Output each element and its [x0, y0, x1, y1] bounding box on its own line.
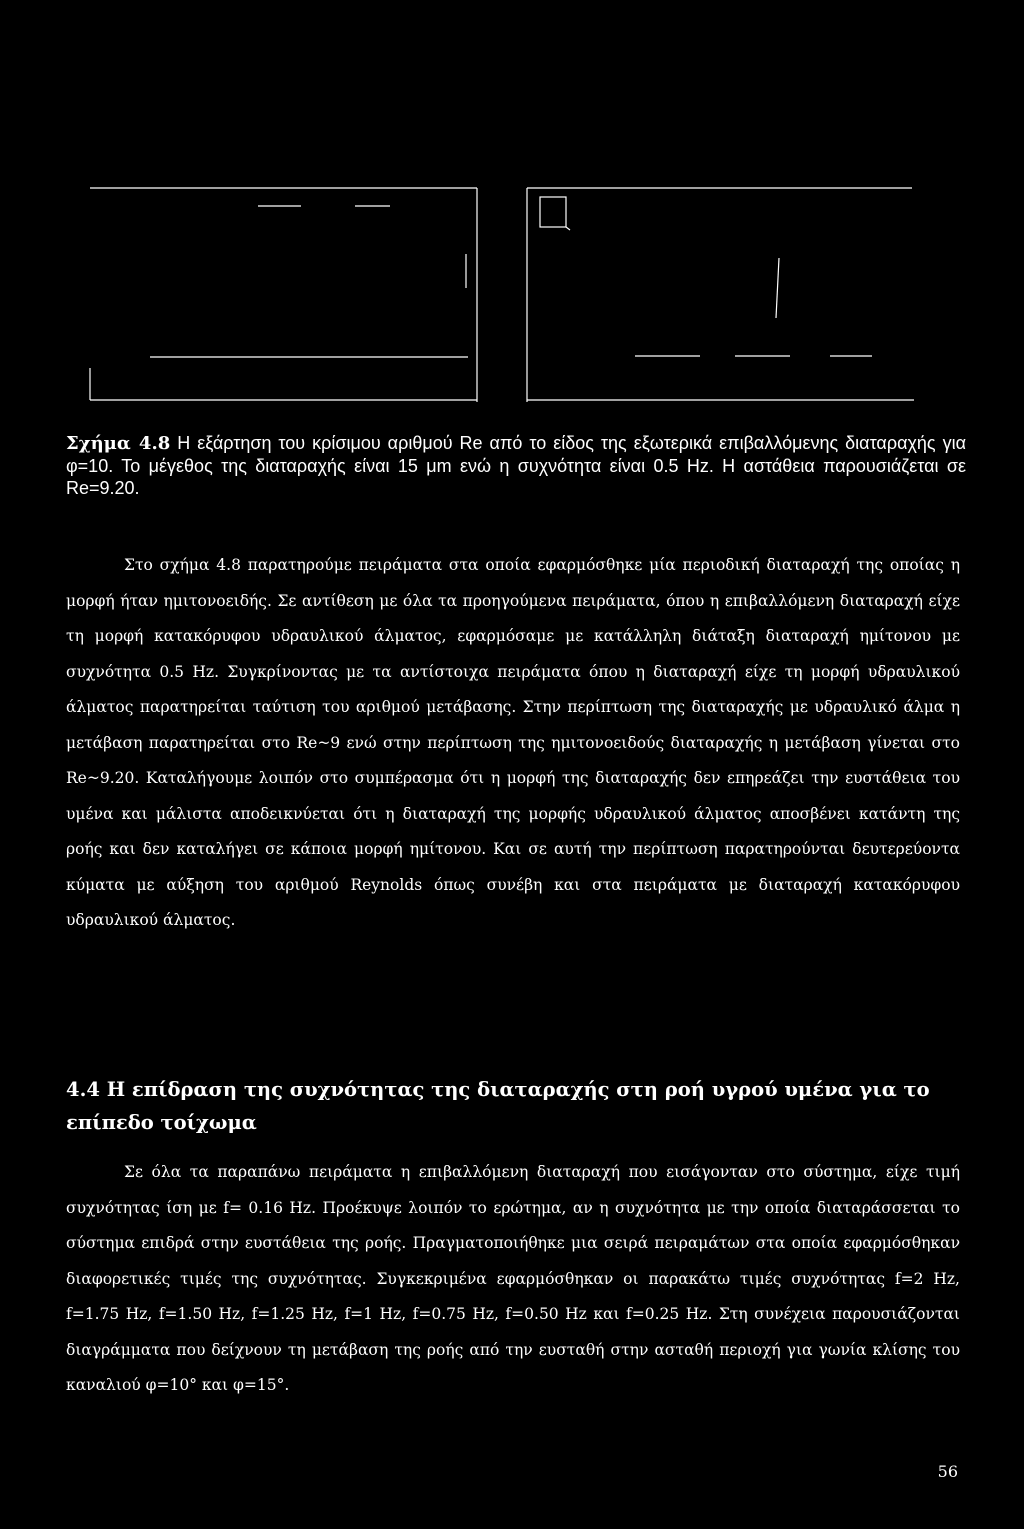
body-paragraph-1-text: Στο σχήμα 4.8 παρατηρούμε πειράματα στα οποία εφαρμόσθηκε μία περιοδική διαταραχή της οποίας η μορφή ήταν ημιτονοειδής. Σε αντίθεση με όλα τα προηγούμενα πειράματα, όπου η επιβαλλόμενη διαταραχή είχε τη μορφή κατακόρυφου υδραυλικού άλματος, εφαρμόσαμε με κατάλληλη διάταξη διαταραχή ημίτονου με συχνότητα 0.5 Hz. Συγκρίνοντας με τα αντίστοιχα πειράματα όπου η διαταραχή είχε τη μορφή υδραυλικού άλματος παρατηρείται ταύτιση του αριθμού μετάβασης. Στην περίπτωση της διαταραχής με υδραυλικό άλμα η μετάβαση παρατηρείται στο Re~9 ενώ στην περίπτωση της ημιτονοειδούς διαταραχής η μετάβαση γίνεται στο Re~9.20. Καταλήγουμε λοιπόν στο συμπέρασμα ότι η μορφή της διαταραχής δεν επηρεάζει την ευστάθεια του υμένα και μάλιστα αποδεικνύεται ότι η διαταραχή της μορφής υδραυλικού άλματος αποσβένει κατάντη της ροής και δεν καταλήγει σε κάποια μορφή ημίτονου. Και σε αυτή την περίπτωση παρατηρούνται δευτερεύοντα κύματα με αύξηση του αριθμού Reynolds όπως συνέβη και στα πειράματα με διαταραχή κατακόρυφου υδραυλικού άλματος.: [66, 556, 960, 929]
figure-caption-label: Σχήμα 4.8: [66, 433, 171, 454]
figure-caption-text: Η εξάρτηση του κρίσιμου αριθμού Re από το είδος της εξωτερικά επιβαλλόμενης διαταραχής για φ=10. Το μέγεθος της διαταραχής είναι 15 μm ενώ η συχνότητα είναι 0.5 Hz. Η αστάθεια παρουσιάζεται σε Re=9.20.: [66, 433, 966, 498]
section-heading: 4.4 Η επίδραση της συχνότητας της διαταραχής στη ροή υγρού υμένα για το επίπεδο τοίχωμα: [66, 1078, 930, 1134]
right-panel-marker: [776, 258, 779, 318]
figure-4-8: [0, 170, 1024, 410]
figure-caption: [66, 432, 966, 499]
page-number: 56: [937, 1462, 958, 1481]
body-paragraph-1: [66, 548, 960, 939]
left-panel: [90, 188, 477, 402]
right-panel-inset-tick: [566, 227, 570, 230]
body-paragraph-2: [66, 1155, 960, 1404]
right-panel: [527, 188, 914, 402]
body-paragraph-2-text: Σε όλα τα παραπάνω πειράματα η επιβαλλόμενη διαταραχή που εισάγονταν στο σύστημα, είχε τιμή συχνότητας ίση με f= 0.16 Hz. Προέκυψε λοιπόν το ερώτημα, αν η συχνότητα με την οποία διαταράσσεται το σύστημα επιδρά στην ευστάθεια της ροής. Πραγματοποιήθηκε μια σειρά πειραμάτων στα οποία εφαρμόσθηκαν διαφορετικές τιμές της συχνότητας. Συγκεκριμένα εφαρμόσθηκαν οι παρακάτω τιμές συχνότητας f=2 Hz, f=1.75 Hz, f=1.50 Hz, f=1.25 Hz, f=1 Hz, f=0.75 Hz, f=0.50 Hz και f=0.25 Hz. Στη συνέχεια παρουσιάζονται διαγράμματα που δείχνουν τη μετάβαση της ροής από την ευσταθή στην ασταθή περιοχή για γωνία κλίσης του καναλιού φ=10° και φ=15°.: [66, 1163, 960, 1394]
right-panel-inset-box: [540, 197, 566, 227]
